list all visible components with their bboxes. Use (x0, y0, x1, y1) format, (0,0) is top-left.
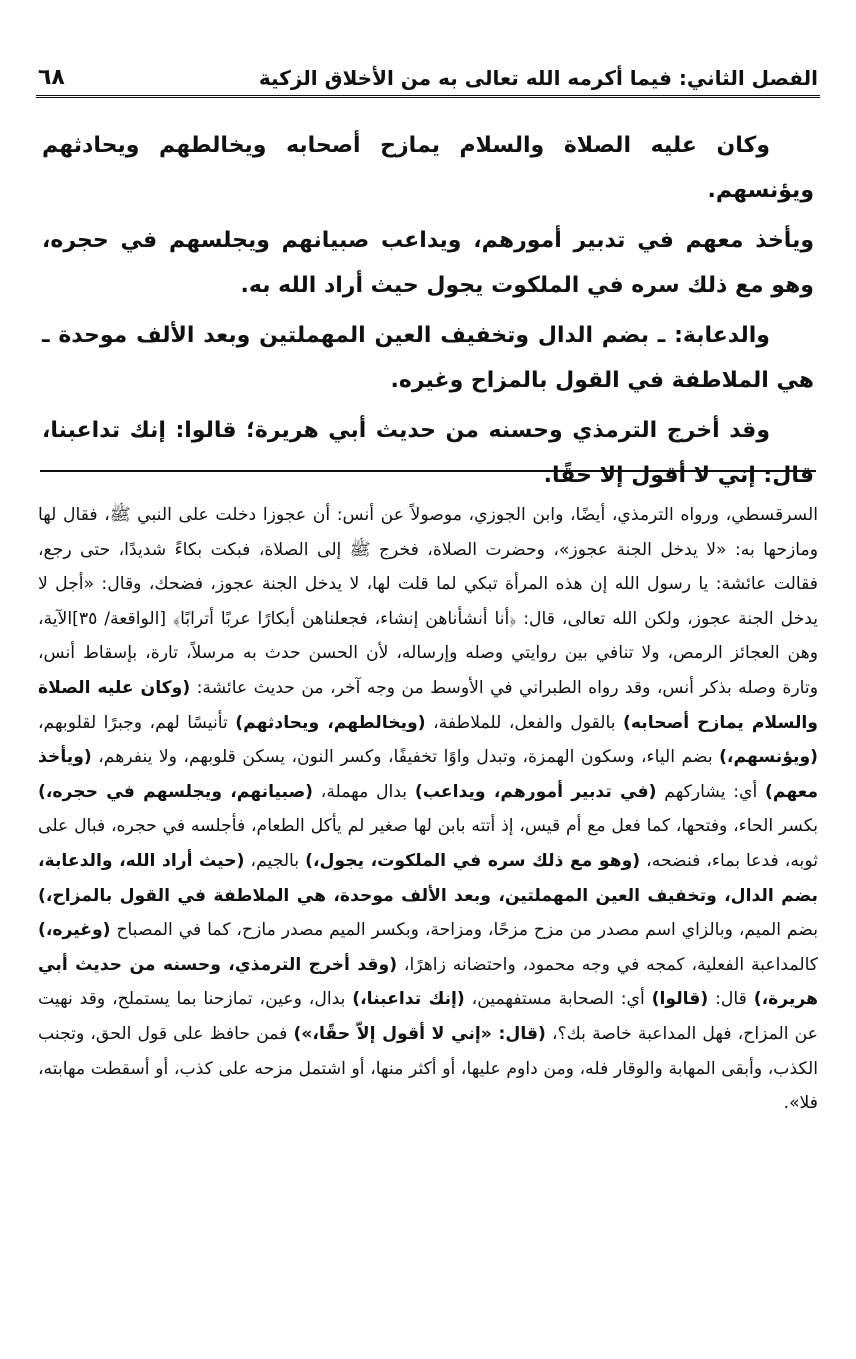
quoted-matn: (وقد أخرج الترمذي، وحسنه من حديث أبي هريرة،) (38, 954, 819, 1010)
quoted-matn: (صبيانهم، ويجلسهم في حجره،) (38, 781, 314, 802)
header-rule (36, 95, 820, 98)
quoted-matn: (وكان عليه الصلاة والسلام يمازح أصحابه) (38, 677, 818, 733)
footnote-separator (40, 470, 816, 472)
commentary-span: بالجيم، (244, 850, 306, 871)
commentary-span: بكسر الحاء، وفتحها، كما فعل مع أم قيس، إذ أتته بابن لها صغير لم يأكل الطعام، فأجلسه في حجره، فبال على ثوبه، فدعا بماء، فنضحه، (38, 816, 818, 871)
chapter-title: الفصل الثاني: فيما أكرمه الله تعالى به من الأخلاق الزكية (258, 66, 818, 90)
quoted-matn: (حيث أراد الله، والدعابة، بضم الدال، وتخفيف العين المهملتين، وبعد الألف موحدة، هي الملاطفة في القول بالمزاح،) (38, 850, 818, 906)
commentary-span: بدال مهملة، (313, 781, 415, 802)
quoted-matn: (قالوا) (651, 989, 709, 1010)
commentary-span: بدال، وعين، تمازحنا بما يستملح، وقد نهيت عن المزاح، فهل المداعبة خاصة بك؟، (38, 989, 818, 1044)
main-paragraph: وقد أخرج الترمذي وحسنه من حديث أبي هريرة؛ قالوا: إنك تداعبنا، قال: إني لا أقول إلا حقًا. (42, 418, 814, 488)
main-text (42, 124, 814, 504)
commentary-span: بضم الياء، وسكون الهمزة، وتبدل واوًا تخفيفًا، وكسر النون، يسكن قلوبهم، ولا ينفرهم، (91, 747, 720, 768)
page-header (38, 50, 818, 96)
commentary-span: كالمداعبة الفعلية، كمجه في وجه محمود، واحتضانه زاهرًا، (397, 954, 818, 975)
commentary-text (38, 498, 818, 1121)
commentary-span: أي: يشاركهم (656, 781, 765, 802)
page-number: ٦٨ (38, 65, 65, 90)
commentary-span: فمن حافظ على قول الحق، وتجنب الكذب، وأبقى المهابة والوقار فله، ومن داوم عليها، أو أكثر منها، أو اشتمل مزحه على كذب، أو أسقطت مهابته، فلا». (38, 1023, 818, 1114)
quoted-matn: (ويخالطهم، ويحادثهم) (235, 712, 426, 733)
quoted-matn: (وهو مع ذلك سره في الملكوت، يجول،) (305, 850, 641, 871)
quoted-matn: (في تدبير أمورهم، ويداعب) (414, 781, 657, 802)
main-paragraph: والدعابة: ـ بضم الدال وتخفيف العين المهملتين وبعد الألف موحدة ـ هي الملاطفة في القول بالمزاح وغيره. (42, 323, 814, 393)
quoted-matn: (قال: «إني لا أقول إلاّ حقًا،») (293, 1023, 546, 1044)
quoted-matn: (إنك تداعبنا،) (352, 989, 465, 1010)
quoted-matn: (ويؤنسهم،) (719, 747, 818, 768)
quoted-matn: (وغيره،) (38, 920, 111, 941)
commentary-span: السرقسطي، ورواه الترمذي، أيضًا، وابن الجوزي، موصولاً عن أنس: أن عجوزا دخلت على النبي ﷺ، فقال لها ومازحها به: «لا يدخل الجنة عجوز»، وحضرت الصلاة، فخرج ﷺ إلى الصلاة، فبكت بكاءً شديدًا، حتى رجع، فقالت عائشة: يا رسول الله إن هذه المرأة تبكي لما قلت لها، لا يدخل الجنة عجوز، فضحك، وقال: «أجل لا يدخل الجنة عجوز، ولكن الله تعالى، قال: ﴿أنا أنشأناهن إنشاء، فجعلناهن أبكارًا عربًا أترابًا﴾ [الواقعة/ ٣٥]الآية، وهن العجائز الرمص، ولا تنافي بين روايتي وصله وإرساله، لأن الحسن حدث به مرسلاً، تارة، بإسقاط أنس، وتارة وصله بذكر أنس، وقد رواه الطبراني في الأوسط من وجه آخر، من حديث عائشة: (38, 505, 818, 698)
main-paragraph: ويأخذ معهم في تدبير أمورهم، ويداعب صبيانهم ويجلسهم في حجره، وهو مع ذلك سره في الملكوت يجول حيث أراد الله به. (42, 228, 814, 298)
commentary-span: بضم الميم، وبالزاي اسم مصدر من مزح مزحًا، ومزاحة، وبكسر الميم مصدر مازح، كما في المصباح (110, 920, 818, 941)
quoted-matn: (ويأخذ معهم) (38, 747, 819, 802)
commentary-span: قال: (708, 989, 754, 1010)
commentary-span: أي: الصحابة مستفهمين، (464, 989, 652, 1010)
main-paragraph: وكان عليه الصلاة والسلام يمازح أصحابه ويخالطهم ويحادثهم ويؤنسهم. (42, 133, 814, 203)
commentary-span: تأنيسًا لهم، وجبرًا لقلوبهم، (38, 712, 236, 733)
commentary-span: بالقول والفعل، للملاطفة، (425, 712, 624, 733)
commentary-paragraph (38, 498, 818, 1121)
